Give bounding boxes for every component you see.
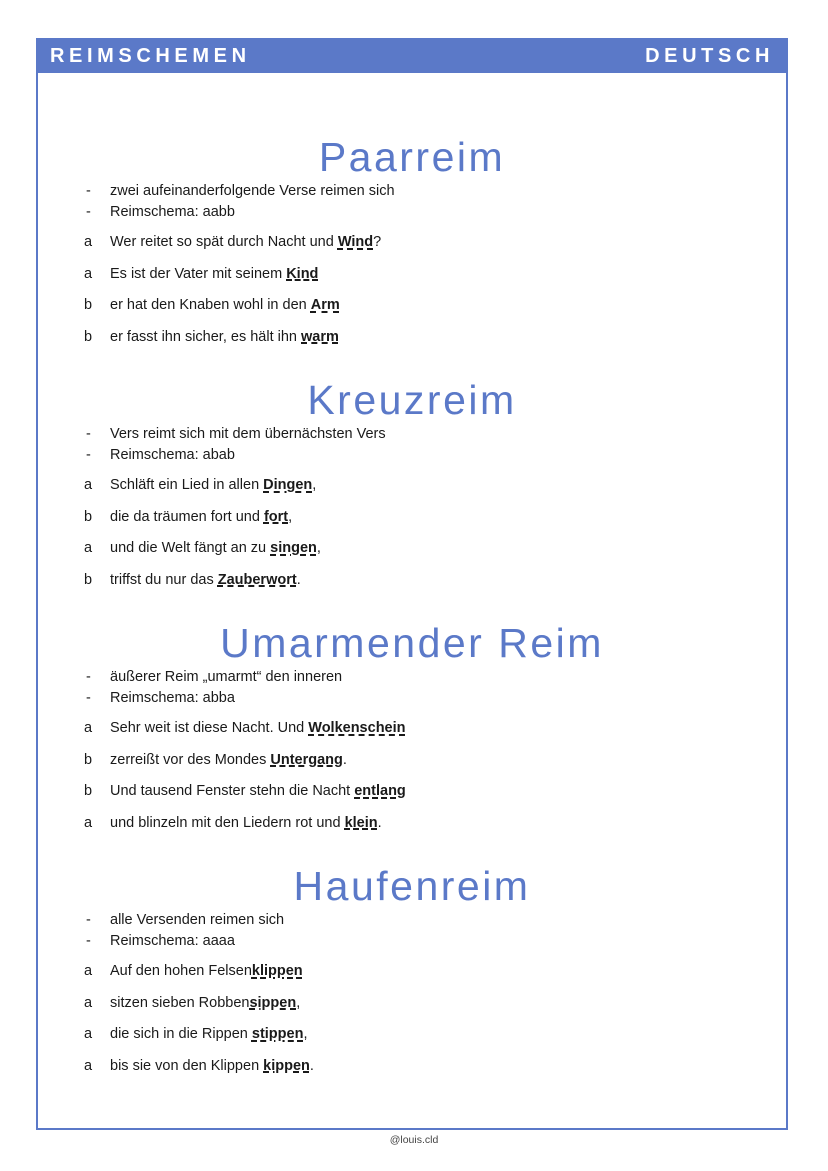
rhyme-letter: b [84,297,93,313]
verse-text: und blinzeln mit den Liedern rot und [110,814,345,831]
verse-text: Wer reitet so spät durch Nacht und [110,234,338,250]
bullet-text: Reimschema: abba [110,690,235,706]
footer-credit: @louis.cld [389,1134,439,1146]
bullet-dash: - [86,690,91,706]
rhyme-word: warm [301,328,339,345]
bullet-item [38,931,786,952]
bullet-item [38,424,786,445]
bullet-text: zwei aufeinanderfolgende Verse reimen sich [110,183,395,199]
bullet-item [38,910,786,931]
rhyme-letter: b [84,751,93,768]
section-bullets [38,424,786,466]
bullet-dash: - [86,933,91,949]
bullet-text: alle Versenden reimen sich [110,912,285,928]
rhyme-letter: b [84,783,93,799]
rhyme-word: sippen [249,994,297,1011]
verse-line [38,741,786,773]
rhyme-letter: b [84,571,93,588]
verse-line [38,1015,786,1047]
rhyme-word: Wind [337,234,374,250]
section-paarreim [38,133,786,349]
rhyme-letter: a [84,265,93,282]
verse-line [38,223,786,255]
bullet-item [38,688,786,709]
header-bar [38,40,786,73]
rhyme-letter: b [84,508,93,525]
verse-punct: . [342,751,347,768]
verse-text: Auf den hohen Felsen [110,963,252,979]
bullet-item [38,667,786,688]
verse-list [38,952,786,1078]
verse-punct: , [303,1026,308,1042]
section-kreuzreim [38,376,786,592]
section-umarmender-reim [38,619,786,835]
header-subject: DEUTSCH [645,45,774,67]
verse-list [38,466,786,592]
verse-line [38,255,786,287]
rhyme-letter: a [84,963,93,979]
verse-line [38,529,786,561]
rhyme-letter: a [84,814,93,831]
verse-punct: . [296,571,301,588]
verse-line [38,498,786,530]
bullet-text: Reimschema: aabb [110,204,235,220]
rhyme-word: Untergang [270,751,343,768]
section-title: Kreuzreim [307,377,517,423]
verse-text: bis sie von den Klippen [110,1057,264,1074]
worksheet-frame [36,38,788,1130]
bullet-dash: - [86,669,91,685]
verse-list [38,709,786,835]
verse-line [38,952,786,984]
verse-text: er hat den Knaben wohl in den [110,297,311,313]
bullet-text: äußerer Reim „umarmt“ den inneren [110,669,343,685]
verse-text: triffst du nur das [110,571,218,588]
rhyme-letter: b [84,328,93,345]
rhyme-word: kippen [263,1057,310,1074]
bullet-text: Reimschema: abab [110,447,235,463]
verse-punct: . [377,814,382,831]
section-title: Paarreim [318,134,506,180]
verse-text: und die Welt fängt an zu [110,540,271,556]
rhyme-word: Kind [286,265,319,282]
section-title: Haufenreim [293,863,531,909]
verse-line [38,1047,786,1079]
verse-line [38,984,786,1016]
section-bullets [38,667,786,709]
verse-line [38,466,786,498]
worksheet-content [38,73,786,1128]
bullet-dash: - [86,426,91,442]
section-bullets [38,910,786,952]
verse-line [38,804,786,836]
bullet-item [38,181,786,202]
verse-text: er fasst ihn sicher, es hält ihn [110,328,302,345]
rhyme-word: Dingen [263,477,313,493]
rhyme-word: Arm [310,297,340,313]
section-title: Umarmender Reim [220,620,604,666]
bullet-text: Vers reimt sich mit dem übernächsten Vers [110,426,386,442]
verse-text: Schläft ein Lied in allen [110,477,264,493]
verse-line [38,286,786,318]
rhyme-letter: a [84,540,93,556]
bullet-item [38,445,786,466]
verse-line [38,772,786,804]
rhyme-letter: a [84,720,93,736]
rhyme-word: Wolkenschein [308,720,406,736]
verse-punct: , [296,994,301,1011]
rhyme-letter: a [84,234,93,250]
header-topic: REIMSCHEMEN [50,45,251,67]
verse-punct: , [312,477,317,493]
rhyme-word: klein [344,814,378,831]
verse-line [38,709,786,741]
verse-text: sitzen sieben Robben [110,994,250,1011]
rhyme-word: klippen [251,963,303,979]
section-haufenreim [38,862,786,1078]
rhyme-word: stippen [251,1026,304,1042]
bullet-dash: - [86,447,91,463]
verse-text: zerreißt vor des Mondes [110,751,271,768]
verse-line [38,318,786,350]
rhyme-word: singen [270,540,317,556]
verse-punct: ? [373,234,382,250]
section-bullets [38,181,786,223]
verse-punct: , [316,540,321,556]
rhyme-letter: a [84,1026,93,1042]
verse-punct: , [288,508,293,525]
bullet-dash: - [86,204,91,220]
bullet-dash: - [86,912,91,928]
bullet-text: Reimschema: aaaa [110,933,235,949]
verse-list [38,223,786,349]
verse-text: Es ist der Vater mit seinem [110,265,287,282]
rhyme-word: entlang [354,783,406,799]
verse-text: die sich in die Rippen [110,1026,252,1042]
verse-line [38,561,786,593]
verse-punct: . [309,1057,314,1074]
rhyme-letter: a [84,994,93,1011]
bullet-item [38,202,786,223]
rhyme-letter: a [84,1057,93,1074]
rhyme-letter: a [84,477,93,493]
bullet-dash: - [86,183,91,199]
rhyme-word: Zauberwort [217,571,297,588]
rhyme-word: fort [263,508,289,525]
verse-text: Sehr weit ist diese Nacht. Und [110,720,309,736]
verse-text: Und tausend Fenster stehn die Nacht [110,783,355,799]
verse-text: die da träumen fort und [110,508,264,525]
